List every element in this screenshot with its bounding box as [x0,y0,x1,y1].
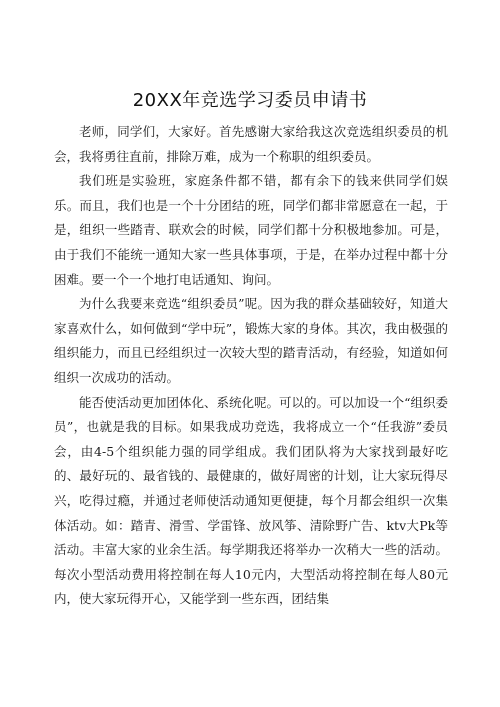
paragraph-reason: 为什么我要来竞选“组织委员”呢。因为我的群众基础较好，知道大家喜欢什么，如何做到“学中玩”，锻炼大家的身体。其次，我由极强的组织能力，而且已经组织过一次较大型的踏青活动，有经验，知道如何组织一次成功的活动。 [54,296,448,385]
document-body [54,120,448,612]
paragraph-greeting: 老师，同学们，大家好。首先感谢大家给我这次竞选组织委员的机会，我将勇往直前，排除万难，成为一个称职的组织委员。 [54,124,448,164]
paragraph-class-background: 我们班是实验班，家庭条件都不错，都有余下的钱来供同学们娱乐。而且，我们也是一个十分团结的班，同学们都非常愿意在一起，于是，组织一些踏青、联欢会的时候，同学们都十分积极地参加。可是，由于我们不能统一通知大家一些具体事项，于是，在举办过程中都十分困难。要一个一个地打电话通知、询问。 [54,173,448,287]
paragraph-plan: 能否使活动更加团体化、系统化呢。可以的。可以加设一个“组织委员”，也就是我的目标。如果我成功竞选，我将成立一个“任我游”委员会，由4-5个组织能力强的同学组成。我们团队将为大家找到最好吃的、最好玩的、最省钱的、最健康的，做好周密的计划，让大家玩得尽兴，吃得过瘾，并通过老师使活动通知更便捷，每个月都会组织一次集体活动。如：踏青、滑雪、学雷锋、放风筝、清除野广告、ktv大Pk等活动。丰富大家的业余生活。每学期我还将举办一次稍大一些的活动。每次小型活动费用将控制在每人10元内，大型活动将控制在每人80元内，使大家玩得开心，又能学到一些东西，团结集 [54,394,448,607]
document-title: 20XX年竞选学习委员申请书 [132,90,368,111]
